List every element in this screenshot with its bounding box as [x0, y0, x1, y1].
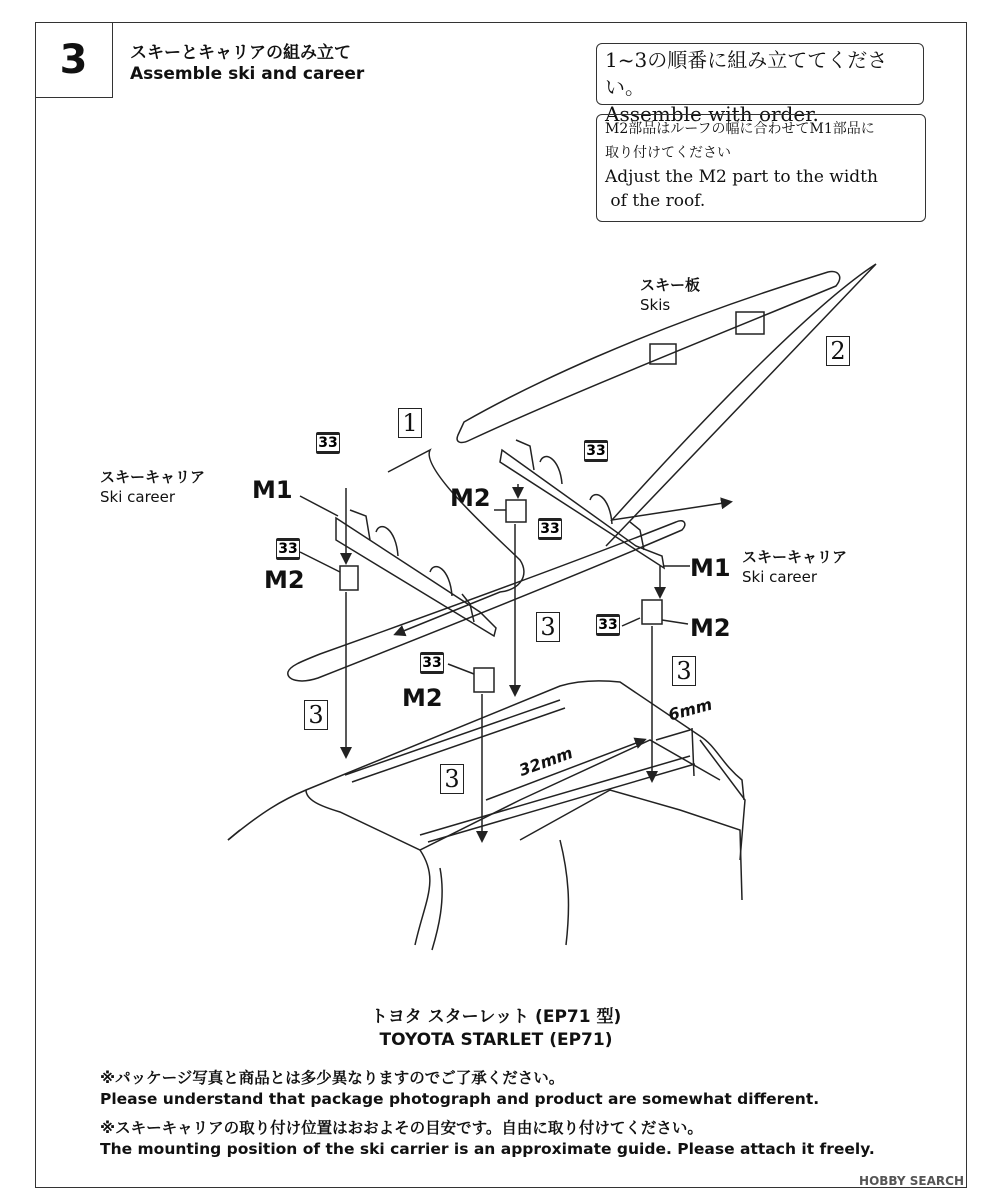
leader-33-center — [448, 664, 474, 674]
step-3-marker: 3 — [304, 700, 328, 730]
model-name-jp: トヨタ スターレット (EP71 型) — [370, 1007, 622, 1027]
m1-right-label: M1 — [690, 554, 731, 582]
skis-label-en: Skis — [640, 296, 671, 314]
leader-33-left — [300, 552, 340, 572]
ski-lower — [288, 521, 685, 681]
footnote-2-en: The mounting position of the ski carrier is an approximate guide. Please attach it freely. — [100, 1140, 875, 1158]
m2-note-en-line1: Adjust the M2 part to the width — [605, 167, 878, 187]
order-note-jp: 1~3の順番に組み立ててください。 — [605, 48, 888, 99]
order-note-en: Assemble with order. — [605, 102, 819, 126]
carrier-right-label-jp: スキーキャリア — [742, 548, 848, 566]
dimension-6mm-label: 6mm — [666, 694, 715, 725]
m2-center-bottom-label: M2 — [402, 684, 443, 712]
part-33-badge: 33 — [538, 518, 562, 540]
m2-part-left — [340, 566, 358, 590]
leader-33-right — [622, 618, 640, 626]
m2-center-top-label: M2 — [450, 484, 491, 512]
step-3-marker: 3 — [440, 764, 464, 794]
part-33-badge: 33 — [420, 652, 444, 674]
m1-left-label: M1 — [252, 476, 293, 504]
step-3-marker: 3 — [672, 656, 696, 686]
m2-note-en-line2: of the roof. — [605, 191, 706, 211]
m2-right-label: M2 — [690, 614, 731, 642]
carrier-left-body — [336, 518, 496, 636]
title-japanese: スキーとキャリアの組み立て — [130, 43, 351, 63]
step-1-marker: 1 — [398, 408, 422, 438]
carrier-right-body — [500, 450, 664, 568]
car-rear — [700, 740, 745, 860]
step-2-marker: 2 — [826, 336, 850, 366]
footnote-1-en: Please understand that package photograph and product are somewhat different. — [100, 1090, 820, 1108]
car-pillar — [432, 868, 442, 950]
step-3-marker: 3 — [536, 612, 560, 642]
ski-clip-2 — [736, 312, 764, 334]
m2-left-label: M2 — [264, 566, 305, 594]
leader-m2-right — [662, 620, 688, 624]
dimension-6mm — [656, 728, 694, 776]
part-33-badge: 33 — [276, 538, 300, 560]
footnote-2-jp: ※スキーキャリアの取り付け位置はおおよその目安です。自由に取り付けてください。 — [100, 1119, 703, 1137]
carrier-left-label-jp: スキーキャリア — [100, 468, 206, 486]
carrier-right-teeth — [516, 440, 644, 550]
part-33-badge: 33 — [584, 440, 608, 462]
m2-part-center-bottom — [474, 668, 494, 692]
assembly-line-1 — [388, 450, 524, 634]
m2-part-right — [642, 600, 662, 624]
watermark: HOBBY SEARCH — [859, 1174, 964, 1188]
car-window — [520, 790, 742, 900]
m2-note-jp-line1: M2部品はルーフの幅に合わせてM1部品に — [605, 121, 875, 137]
leader-m1-left — [300, 496, 338, 516]
title-english: Assemble ski and career — [130, 64, 365, 84]
skis-label-jp: スキー板 — [640, 276, 701, 294]
part-33-badge: 33 — [316, 432, 340, 454]
part-33-badge: 33 — [596, 614, 620, 636]
dimension-32mm-label: 32mm — [516, 743, 576, 780]
m2-part-center-top — [506, 500, 526, 522]
car-windshield — [415, 850, 430, 945]
model-name-en: TOYOTA STARLET (EP71) — [379, 1030, 613, 1050]
m2-note-jp-line2: 取り付けてください — [605, 145, 731, 161]
carrier-right-label-en: Ski career — [742, 568, 818, 586]
car-roof-edge — [306, 740, 720, 850]
step-number-box: 3 — [35, 22, 113, 98]
car-side-left — [228, 830, 240, 840]
carrier-left-label-en: Ski career — [100, 488, 176, 506]
footnote-1-jp: ※パッケージ写真と商品とは多少異なりますのでご了承ください。 — [100, 1069, 565, 1087]
car-door-line — [560, 840, 568, 945]
